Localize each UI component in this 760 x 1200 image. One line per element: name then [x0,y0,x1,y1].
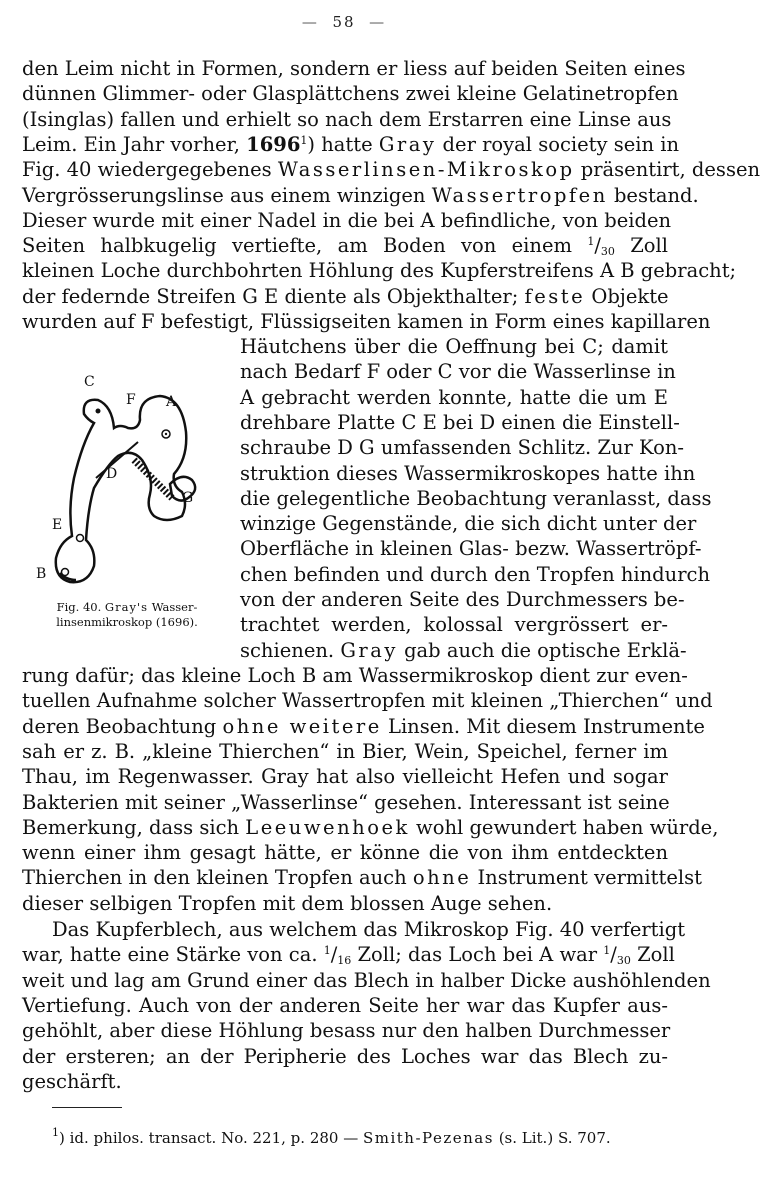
paragraph1-line-10: der federnde Streifen G E diente als Objekthalter; feste Objekte [22,284,669,308]
paragraph2-line-4: Vertiefung. Auch von der anderen Seite her war das Kupfer aus- [22,993,668,1017]
paragraph2-line-2: war, hatte eine Stärke von ca. $^1/_{16}$ Zoll; das Loch bei A war $^1/_{30}$ Zoll [22,943,675,968]
page-number: — 58 — [301,13,387,31]
label-g: G [182,490,194,506]
label-a: A [166,394,177,410]
side-text-line-12: trachtet werden, kolossal vergrössert er- [240,613,668,637]
side-text-line-1: Häutchens über die Oeffnung bei C; damit [240,335,668,358]
paragraph1-line-4: Leim. Ein Jahr vorher, 1696$^1$) hatte Gray der royal society sein in [22,132,680,156]
paragraph2-line-5: gehöhlt, aber diese Höhlung besass nur den halben Durchmesser [22,1019,671,1043]
label-b: B [36,566,47,582]
paragraph2-line-6: der ersteren; an der Peripherie des Loches war das Blech zu- [22,1044,668,1068]
paragraph1-cont-line-4: sah er z. B. „kleine Thierchen“ in Bier, Wein, Speichel, ferner im [22,739,668,763]
fraction: $^1/_{30}$ [587,234,615,259]
label-d: D [106,466,118,482]
side-text-line-11: von der anderen Seite des Durchmessers be- [240,588,685,611]
paragraph1-line-7: Dieser wurde mit einer Nadel in die bei A befindliche, von beiden [22,208,672,232]
side-text-line-3: A gebracht werden konnte, hatte die um E [240,385,668,409]
side-text-line-9: Oberfläche in kleinen Glas- bezw. Wassertröpf- [240,537,702,561]
hole-c [96,409,101,414]
paragraph2-line-7: geschärft. [22,1069,122,1093]
paragraph1-cont-line-10: dieser selbigen Tropfen mit dem blossen Auge sehen. [22,891,553,915]
paragraph1-line-3: (Isinglas) fallen und erhielt so nach dem Erstarren eine Linse aus [22,107,672,131]
paragraph1-cont-line-2: tuellen Aufnahme solcher Wassertropfen mit kleinen „Thierchen“ und [22,689,713,713]
side-text-line-4: drehbare Platte C E bei D einen die Einstell- [240,410,680,434]
side-text-line-2: nach Bedarf F oder C vor die Wasserlinse in [240,360,676,384]
paragraph1-cont-line-5: Thau, im Regenwasser. Gray hat also vielleicht Hefen und sogar [22,765,668,789]
label-c: C [84,374,95,390]
paragraph1-line-6: Vergrösserungslinse aus einem winzigen Wassertropfen bestand. [22,183,699,207]
copper-strip-outline [56,396,186,582]
side-text-line-5: schraube D G umfassenden Schlitz. Zur Kon- [240,436,684,460]
paragraph1-line-5: Fig. 40 wiedergegebenes Wasserlinsen-Mikroskop präsentirt, dessen [22,158,760,182]
side-text-line-6: struktion dieses Wassermikroskopes hatte ihn [240,461,696,485]
fraction: $^1/_{30}$ [603,943,631,968]
paragraph1-line-11: wurden auf F befestigt, Flüssigseiten kamen in Form eines kapillaren [22,310,711,333]
side-text-line-10: chen befinden und durch den Tropfen hindurch [240,562,711,586]
hole-b [62,569,69,576]
paragraph2-line-3: weit und lag am Grund einer das Blech in halber Dicke aushöhlenden [22,968,711,992]
side-text-line-7: die gelegentliche Beobachtung veranlasst, dass [240,486,712,510]
paragraph1-cont-line-1: rung dafür; das kleine Loch B am Wassermikroskop dient zur even- [22,664,688,687]
paragraph1-line-8: Seiten halbkugelig vertiefte, am Boden von einem $^1/_{30}$ Zoll [22,234,668,259]
microscope-illustration [22,368,232,596]
side-text-line-8: winzige Gegenstände, die sich dicht unter der [240,512,697,536]
figure-40 [22,368,232,638]
paragraph1-line-2: dünnen Glimmer- oder Glasplättchens zwei kleine Gelatinetropfen [22,82,679,106]
footnote-rule [52,1107,122,1108]
label-f: F [126,392,136,408]
paragraph1-line-1: den Leim nicht in Formen, sondern er liess auf beiden Seiten eines [22,57,686,80]
paragraph1-cont-line-6: Bakterien mit seiner „Wasserlinse“ gesehen. Interessant ist seine [22,790,670,814]
figure-caption: Fig. 40. Gray's Wasser- linsenmikroskop (1696). [56,600,198,629]
footnote: $^1$) id. philos. transact. No. 221, p. 280 — Smith-Pezenas (s. Lit.) S. 707. [52,1126,611,1147]
fraction: $^1/_{16}$ [323,943,352,968]
label-e: E [52,517,63,533]
paragraph1-line-9: kleinen Loche durchbohrten Höhlung des Kupferstreifens A B gebracht; [22,259,737,283]
paragraph1-cont-line-7: Bemerkung, dass sich Leeuwenhoek wohl gewundert haben würde, [22,815,719,839]
hole-e [77,535,84,542]
paragraph1-cont-line-9: Thierchen in den kleinen Tropfen auch ohne Instrument vermittelst [22,866,702,890]
side-text-line-13: schienen. Gray gab auch die optische Erklä- [240,638,687,662]
paragraph2-line-1: Das Kupferblech, aus welchem das Mikroskop Fig. 40 verfertigt [52,918,686,941]
paragraph1-cont-line-3: deren Beobachtung ohne weitere Linsen. Mit diesem Instrumente [22,714,705,738]
adjustment-screw [134,460,172,498]
paragraph1-cont-line-8: wenn einer ihm gesagt hätte, er könne die von ihm entdeckten [22,841,668,865]
